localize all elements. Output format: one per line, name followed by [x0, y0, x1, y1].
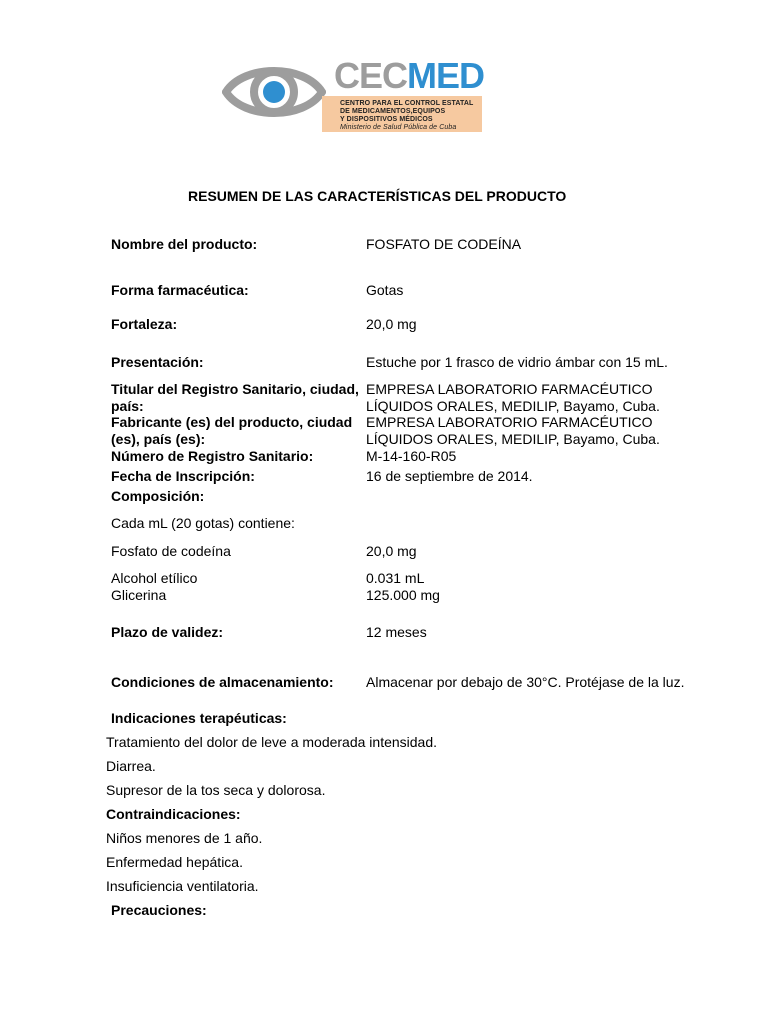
composicion-intro: Cada mL (20 gotas) contiene:	[111, 515, 295, 531]
field-value-titular-line1: EMPRESA LABORATORIO FARMACÉUTICO	[366, 381, 653, 397]
indicaciones-item: Diarrea.	[106, 758, 156, 774]
composicion-item-name: Glicerina	[111, 587, 167, 603]
indicaciones-label: Indicaciones terapéuticas:	[111, 710, 287, 726]
composicion-item-amount: 0.031 mL	[366, 570, 425, 586]
field-label-forma: Forma farmacéutica:	[111, 282, 249, 298]
field-label-presentacion: Presentación:	[111, 354, 204, 370]
logo-line-1: CENTRO PARA EL CONTROL ESTATAL	[340, 100, 474, 107]
eye-logo-icon	[222, 56, 326, 128]
cecmed-logo	[222, 52, 490, 134]
logo-wordmark	[334, 56, 484, 96]
field-value-nombre: FOSFATO DE CODEÍNA	[366, 236, 522, 252]
logo-wordmark-cec: CEC	[334, 55, 408, 96]
indicaciones-item: Supresor de la tos seca y dolorosa.	[106, 782, 326, 798]
contraindicaciones-item: Enfermedad hepática.	[106, 854, 243, 870]
contraindicaciones-item: Niños menores de 1 año.	[106, 830, 263, 846]
field-value-fortaleza: 20,0 mg	[366, 316, 417, 332]
logo-line-2: DE MEDICAMENTOS,EQUIPOS	[340, 108, 446, 115]
document-title: RESUMEN DE LAS CARACTERÍSTICAS DEL PRODUCTO	[188, 188, 567, 204]
plazo-value: 12 meses	[366, 624, 427, 640]
field-label-titular-line1: Titular del Registro Sanitario, ciudad,	[111, 381, 359, 397]
field-label-registro: Número de Registro Sanitario:	[111, 448, 314, 464]
almacenamiento-label: Condiciones de almacenamiento:	[111, 674, 334, 690]
field-label-fortaleza: Fortaleza:	[111, 316, 178, 332]
field-value-titular-line2: LÍQUIDOS ORALES, MEDILIP, Bayamo, Cuba.	[366, 398, 660, 414]
almacenamiento-value: Almacenar por debajo de 30°C. Protéjase de la luz.	[366, 674, 685, 690]
composicion-label: Composición:	[111, 488, 205, 504]
field-value-forma: Gotas	[366, 282, 404, 298]
contraindicaciones-item: Insuficiencia ventilatoria.	[106, 878, 259, 894]
field-label-titular-line2: país:	[111, 398, 144, 414]
field-label-nombre: Nombre del producto:	[111, 236, 258, 252]
logo-line-4: Ministerio de Salud Pública de Cuba	[340, 124, 457, 131]
precauciones-label: Precauciones:	[111, 902, 207, 918]
field-value-fecha: 16 de septiembre de 2014.	[366, 468, 533, 484]
logo-line-3: Y DISPOSITIVOS MÉDICOS	[340, 116, 433, 123]
indicaciones-item: Tratamiento del dolor de leve a moderada intensidad.	[106, 734, 438, 750]
composicion-item-amount: 20,0 mg	[366, 543, 417, 559]
plazo-label: Plazo de validez:	[111, 624, 224, 640]
composicion-item-name: Alcohol etílico	[111, 570, 198, 586]
composicion-item-name: Fosfato de codeína	[111, 543, 231, 559]
composicion-item-amount: 125.000 mg	[366, 587, 440, 603]
field-value-fabricante-line1: EMPRESA LABORATORIO FARMACÉUTICO	[366, 414, 653, 430]
field-value-fabricante-line2: LÍQUIDOS ORALES, MEDILIP, Bayamo, Cuba.	[366, 431, 660, 447]
field-value-presentacion: Estuche por 1 frasco de vidrio ámbar con 15 mL.	[366, 354, 668, 370]
field-label-fabricante-line1: Fabricante (es) del producto, ciudad	[111, 414, 353, 430]
contraindicaciones-label: Contraindicaciones:	[106, 806, 241, 822]
logo-wordmark-med: MED	[407, 55, 485, 96]
field-value-registro: M-14-160-R05	[366, 448, 457, 464]
field-label-fecha: Fecha de Inscripción:	[111, 468, 255, 484]
field-label-fabricante-line2: (es), país (es):	[111, 431, 206, 447]
